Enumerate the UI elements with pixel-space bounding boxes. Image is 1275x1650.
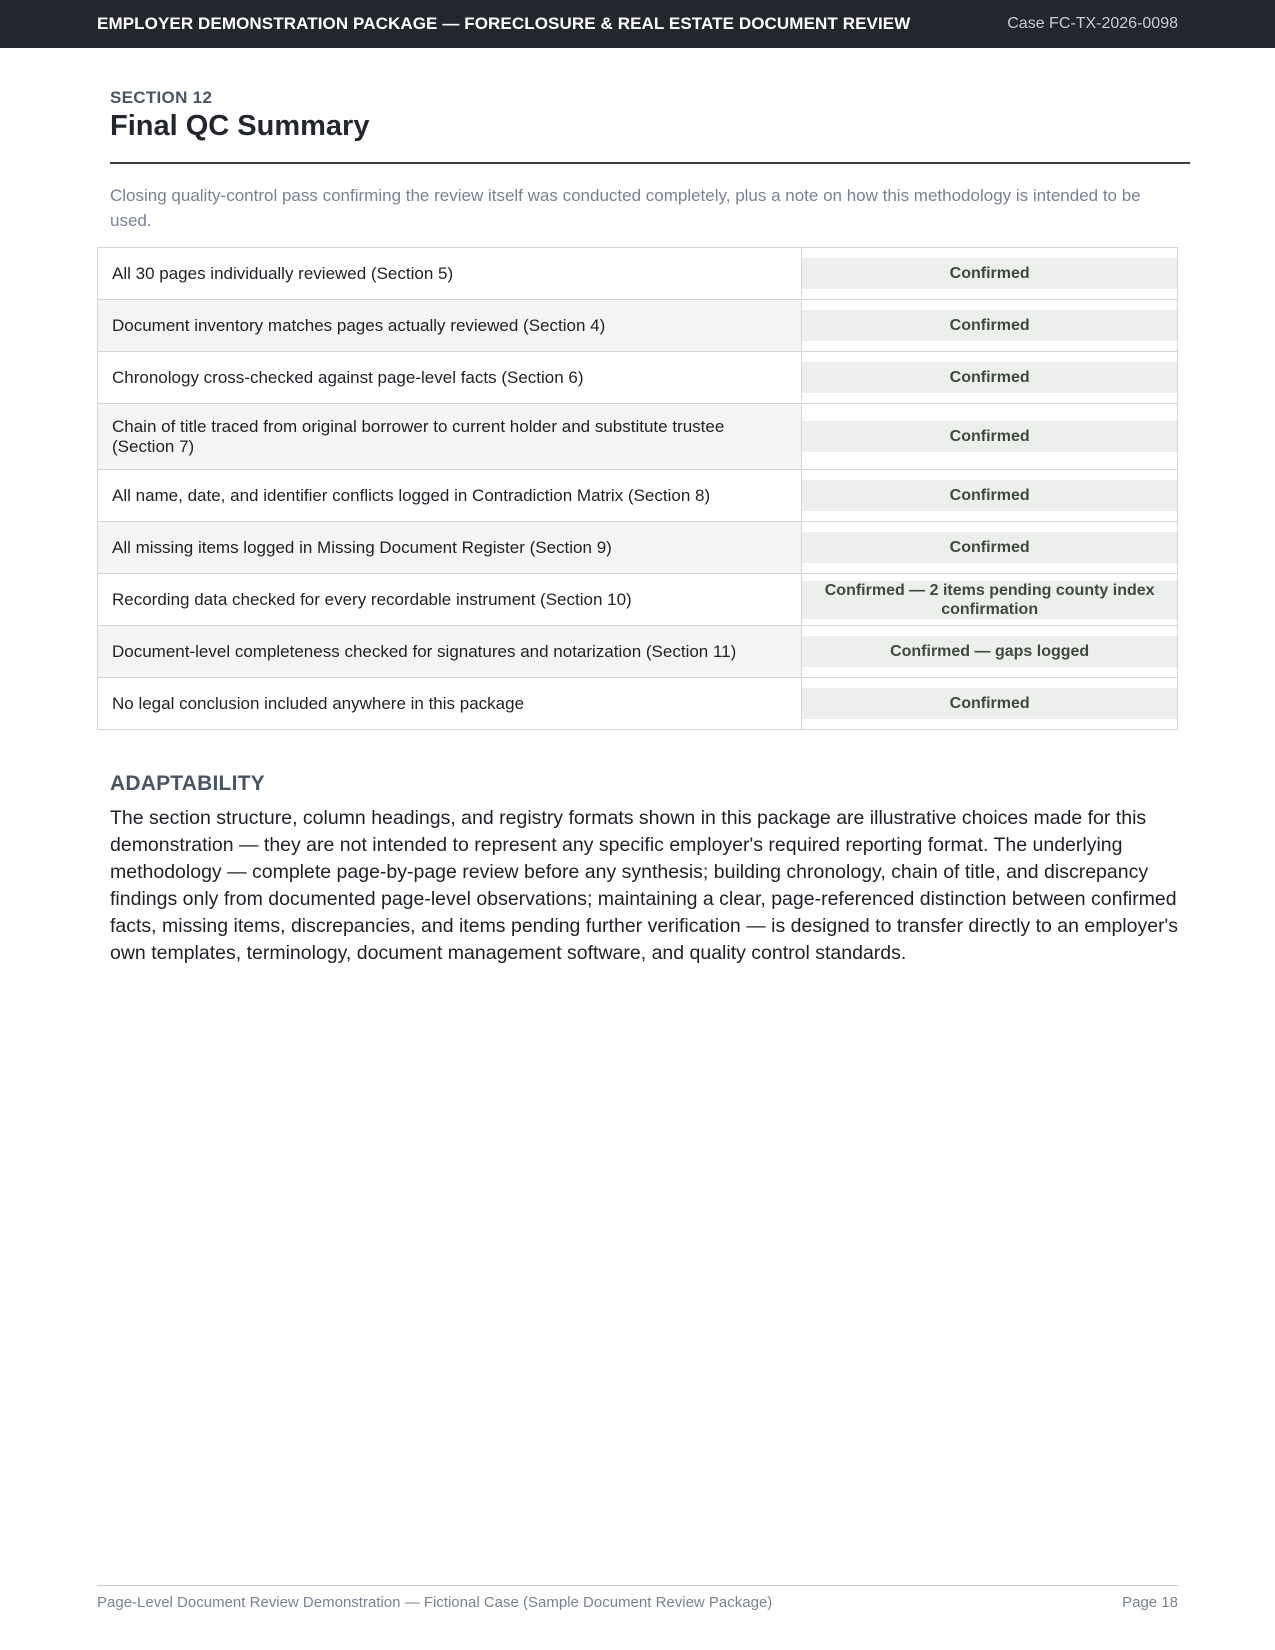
status-badge: Confirmed: [802, 532, 1177, 563]
qc-item-label: All name, date, and identifier conflicts logged in Contradiction Matrix (Section 8): [98, 470, 802, 522]
status-badge: Confirmed — gaps logged: [802, 636, 1177, 667]
page-number: Page 18: [1122, 1594, 1178, 1611]
table-row: [98, 574, 1178, 626]
section-divider: [110, 162, 1190, 164]
table-row: [98, 470, 1178, 522]
adaptability-heading: ADAPTABILITY: [110, 772, 265, 795]
qc-item-label: All missing items logged in Missing Document Register (Section 9): [98, 522, 802, 574]
qc-status-cell: [802, 574, 1178, 626]
footer-text: Page-Level Document Review Demonstration — Fictional Case (Sample Document Review Package): [97, 1594, 773, 1611]
table-row: [98, 352, 1178, 404]
status-badge: Confirmed: [802, 480, 1177, 511]
table-row: [98, 626, 1178, 678]
qc-status-cell: [802, 300, 1178, 352]
qc-status-cell: [802, 626, 1178, 678]
qc-status-cell: [802, 404, 1178, 470]
table-row: [98, 300, 1178, 352]
qc-summary-table: [97, 247, 1178, 730]
qc-status-cell: [802, 352, 1178, 404]
qc-status-cell: [802, 522, 1178, 574]
status-badge: Confirmed: [802, 258, 1177, 289]
adaptability-body: The section structure, column headings, and registry formats shown in this package are illustrative choices made for this demonstration — they are not intended to represent any specific employer's required reporting format. The underlying methodology — complete page-by-page review before any synthesis; building chronology, chain of title, and discrepancy findings only from documented page-level observations; maintaining a clear, page-referenced distinction between confirmed facts, missing items, discrepancies, and items pending further verification — is designed to transfer directly to an employer's own templates, terminology, document management software, and quality control standards.: [110, 807, 1179, 964]
footer-divider: [97, 1585, 1178, 1586]
case-id: Case FC-TX-2026-0098: [1007, 15, 1178, 32]
table-row: [98, 678, 1178, 730]
qc-item-label: All 30 pages individually reviewed (Section 5): [98, 248, 802, 300]
qc-item-label: Chain of title traced from original borrower to current holder and substitute trustee (Section 7): [98, 404, 802, 470]
header-bar: [0, 0, 1275, 48]
qc-status-cell: [802, 248, 1178, 300]
status-badge: Confirmed: [802, 421, 1177, 452]
table-row: [98, 248, 1178, 300]
section-heading: [110, 88, 1190, 143]
table-row: [98, 522, 1178, 574]
qc-item-label: Recording data checked for every recordable instrument (Section 10): [98, 574, 802, 626]
qc-item-label: Document-level completeness checked for signatures and notarization (Section 11): [98, 626, 802, 678]
section-label: SECTION 12: [110, 88, 213, 107]
page-title: Final QC Summary: [110, 110, 370, 142]
qc-status-cell: [802, 678, 1178, 730]
status-badge: Confirmed: [802, 362, 1177, 393]
header-title: EMPLOYER DEMONSTRATION PACKAGE — FORECLOSURE & REAL ESTATE DOCUMENT REVIEW: [97, 14, 911, 33]
status-badge: Confirmed — 2 items pending county index confirmation: [802, 581, 1177, 619]
qc-item-label: Chronology cross-checked against page-level facts (Section 6): [98, 352, 802, 404]
section-intro: Closing quality-control pass confirming the review itself was conducted completely, plus a note on how this methodology is intended to be used.: [110, 186, 1141, 230]
table-row: [98, 404, 1178, 470]
qc-item-label: No legal conclusion included anywhere in this package: [98, 678, 802, 730]
status-badge: Confirmed: [802, 688, 1177, 719]
qc-status-cell: [802, 470, 1178, 522]
qc-item-label: Document inventory matches pages actually reviewed (Section 4): [98, 300, 802, 352]
status-badge: Confirmed: [802, 310, 1177, 341]
